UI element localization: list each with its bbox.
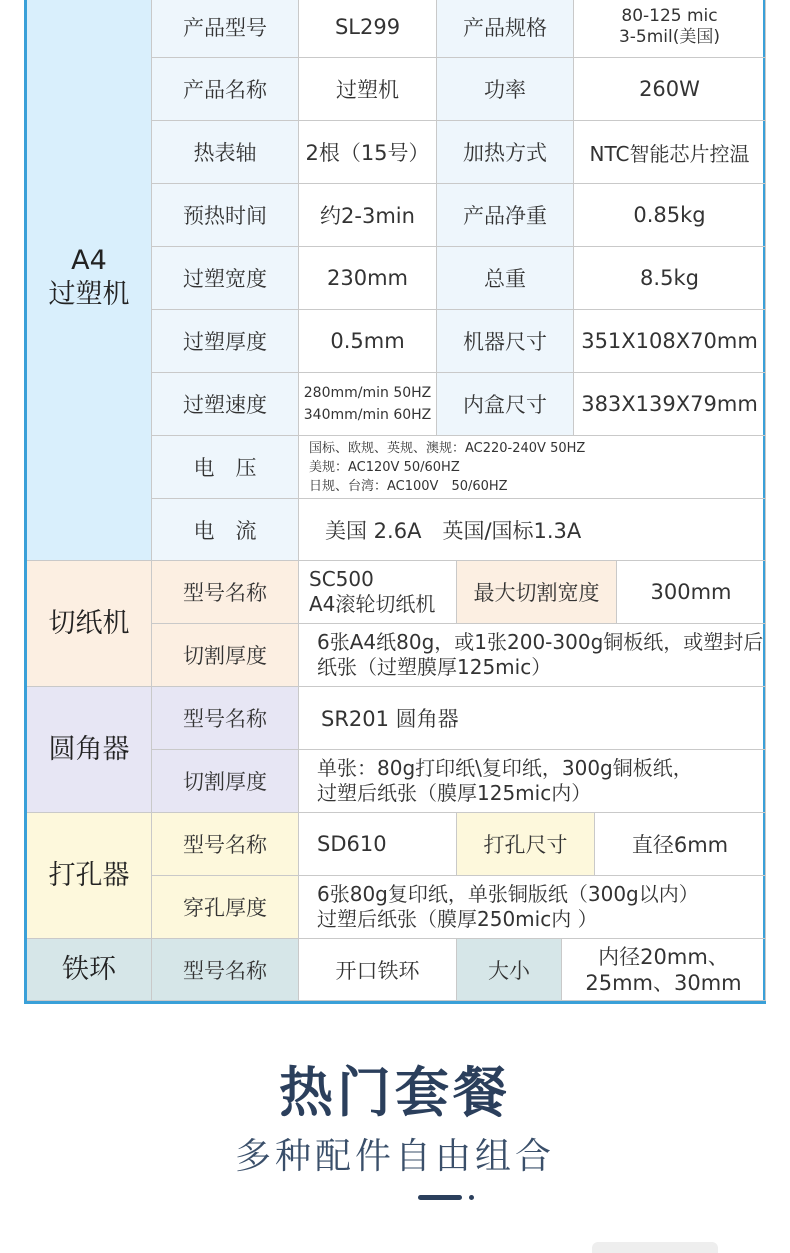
value-voltage-line2: 美规：AC120V 50/60HZ — [309, 459, 460, 475]
label-gross: 总重 — [437, 247, 574, 310]
value-power: 260W — [574, 58, 766, 121]
value-heat: NTC智能芯片控温 — [574, 121, 766, 184]
rounder-value-model: SR201 圆角器 — [299, 687, 766, 750]
category-ring: 铁环 — [27, 939, 152, 1001]
ring-value-size-line1: 内径20mm、 — [598, 944, 729, 969]
label-model: 产品型号 — [152, 0, 299, 58]
cutter-value-thickness — [299, 624, 766, 687]
value-name: 过塑机 — [299, 58, 437, 121]
puncher-label-hole: 打孔尺寸 — [457, 813, 595, 876]
cutter-value-maxwidth: 300mm — [617, 561, 766, 624]
label-width: 过塑宽度 — [152, 247, 299, 310]
ring-value-model: 开口铁环 — [299, 939, 457, 1001]
title-underline — [418, 1195, 462, 1200]
cutter-label-thickness: 切割厚度 — [152, 624, 299, 687]
label-box-size: 内盒尺寸 — [437, 373, 574, 436]
section-subtitle: 多种配件自由组合 — [234, 1136, 555, 1177]
category-cutter: 切纸机 — [27, 561, 152, 687]
puncher-label-thickness: 穿孔厚度 — [152, 876, 299, 939]
label-netweight: 产品净重 — [437, 184, 574, 247]
label-current: 电 流 — [152, 499, 299, 561]
rounder-value-thickness-line2: 过塑后纸张（膜厚125mic内） — [317, 781, 592, 805]
section-title: 热门套餐 — [279, 1061, 511, 1124]
value-current: 美国 2.6A 英国/国标1.3A — [299, 499, 766, 561]
value-model: SL299 — [299, 0, 437, 58]
label-speed: 过塑速度 — [152, 373, 299, 436]
spec-table — [24, 0, 766, 1004]
value-thickness: 0.5mm — [299, 310, 437, 373]
value-machine-size: 351X108X70mm — [574, 310, 766, 373]
ring-label-size: 大小 — [457, 939, 562, 1001]
next-card-edge — [592, 1242, 718, 1253]
label-roller: 热表轴 — [152, 121, 299, 184]
rounder-label-model: 型号名称 — [152, 687, 299, 750]
puncher-value-hole: 直径6mm — [595, 813, 766, 876]
cutter-value-model — [299, 561, 457, 624]
category-laminator-line1: A4 — [71, 245, 107, 276]
ring-label-model: 型号名称 — [152, 939, 299, 1001]
value-voltage-line1: 国标、欧规、英规、澳规：AC220-240V 50HZ — [309, 440, 586, 456]
rounder-value-thickness — [299, 750, 766, 813]
label-heat: 加热方式 — [437, 121, 574, 184]
label-machine-size: 机器尺寸 — [437, 310, 574, 373]
cutter-value-model-line2: A4滚轮切纸机 — [309, 592, 436, 616]
puncher-value-thickness-line2: 过塑后纸张（膜厚250mic内 ） — [317, 907, 598, 931]
label-power: 功率 — [437, 58, 574, 121]
label-thickness: 过塑厚度 — [152, 310, 299, 373]
value-spec-line2: 3-5mil(美国) — [618, 26, 721, 47]
value-preheat: 约2-3min — [299, 184, 437, 247]
label-voltage: 电 压 — [152, 436, 299, 499]
label-preheat: 预热时间 — [152, 184, 299, 247]
value-spec — [574, 0, 766, 58]
cutter-label-maxwidth: 最大切割宽度 — [457, 561, 617, 624]
puncher-value-thickness-line1: 6张80g复印纸，单张铜版纸（300g以内） — [317, 882, 699, 906]
cutter-value-thickness-line2: 纸张（过塑膜厚125mic） — [317, 655, 552, 679]
cutter-value-model-line1: SC500 — [309, 567, 374, 591]
label-name: 产品名称 — [152, 58, 299, 121]
value-voltage — [299, 436, 766, 499]
puncher-value-model: SD610 — [299, 813, 457, 876]
cutter-value-thickness-line1: 6张A4纸80g，或1张200-300g铜板纸，或塑封后 — [317, 630, 764, 654]
value-voltage-line3: 日规、台湾：AC100V 50/60HZ — [309, 478, 508, 494]
rounder-label-thickness: 切割厚度 — [152, 750, 299, 813]
value-width: 230mm — [299, 247, 437, 310]
category-rounder: 圆角器 — [27, 687, 152, 813]
category-laminator-line2: 过塑机 — [48, 279, 130, 310]
rounder-value-thickness-line1: 单张：80g打印纸\复印纸，300g铜板纸， — [317, 756, 693, 780]
value-speed-line2: 340mm/min 60HZ — [303, 407, 432, 423]
cutter-label-model: 型号名称 — [152, 561, 299, 624]
ring-value-size-line2: 25mm、30mm — [585, 970, 742, 995]
value-spec-line1: 80-125 mic — [621, 5, 718, 26]
label-spec: 产品规格 — [437, 0, 574, 58]
value-box-size: 383X139X79mm — [574, 373, 766, 436]
value-speed — [299, 373, 437, 436]
value-netweight: 0.85kg — [574, 184, 766, 247]
title-dot — [469, 1195, 474, 1200]
category-puncher: 打孔器 — [27, 813, 152, 939]
value-roller: 2根（15号） — [299, 121, 437, 184]
puncher-value-thickness — [299, 876, 766, 939]
value-gross: 8.5kg — [574, 247, 766, 310]
category-laminator — [27, 0, 152, 561]
puncher-label-model: 型号名称 — [152, 813, 299, 876]
value-speed-line1: 280mm/min 50HZ — [303, 385, 432, 401]
ring-value-size — [562, 939, 766, 1001]
